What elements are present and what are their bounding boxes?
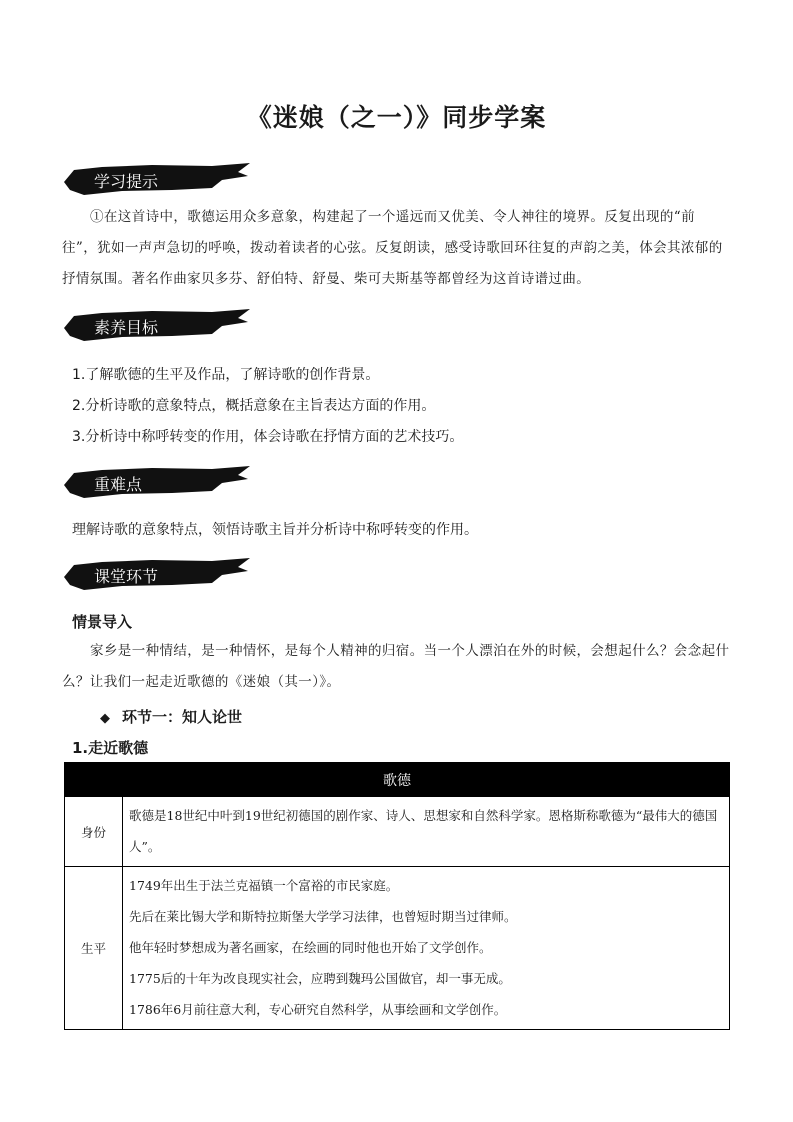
step-heading [100, 706, 242, 727]
row-content [123, 867, 730, 1030]
row-line: 1775后的十年为改良现实社会，应聘到魏玛公国做官，却一事无成。 [129, 971, 511, 986]
section-heading-label: 学习提示 [94, 172, 159, 191]
goal-item: 1.了解歌德的生平及作品，了解诗歌的创作背景。 [72, 367, 380, 383]
tips-paragraph: ①在这首诗中，歌德运用众多意象，构建起了一个遥远而又优美、令人神往的境界。反复出现的“前往”，犹如一声声急切的呼唤，拨动着读者的心弦。反复朗读，感受诗歌回环往复的声韵之美，体会其浓郁的抒情氛围。著名作曲家贝多芬、舒伯特、舒曼、柴可夫斯基等都曾经为这首诗谱过曲。 [62, 209, 723, 287]
section-heading-key-points [62, 463, 254, 501]
table-row [65, 867, 730, 1030]
section-heading-label: 重难点 [94, 475, 143, 494]
section-heading-tips [62, 160, 254, 198]
row-label: 身份 [65, 797, 123, 867]
row-line: 1786年6月前往意大利，专心研究自然科学，从事绘画和文学创作。 [129, 1002, 507, 1017]
section-heading-goals [62, 306, 254, 344]
page-title: 《迷娘（之一）》同步学案 [246, 103, 547, 132]
section-heading-class [62, 555, 254, 593]
diamond-bullet-icon: ◆ [100, 711, 110, 726]
intro-paragraph: 家乡是一种情结，是一种情怀，是每个人精神的归宿。当一个人漂泊在外的时候，会想起什么？会念起什么？让我们一起走近歌德的《迷娘（其一）》。 [62, 643, 730, 690]
row-line: 先后在莱比锡大学和斯特拉斯堡大学学习法律，也曾短时期当过律师。 [129, 909, 517, 924]
brush-stroke-icon [62, 463, 254, 501]
row-content [123, 797, 730, 867]
goethe-info-table [64, 762, 730, 1030]
key-points-text: 理解诗歌的意象特点，领悟诗歌主旨并分析诗中称呼转变的作用。 [72, 522, 478, 538]
table-header: 歌德 [65, 763, 730, 797]
section-heading-label: 素养目标 [94, 318, 159, 337]
row-line: 歌德是18世纪中叶到19世纪初德国的剧作家、诗人、思想家和自然科学家。恩格斯称歌德为“最伟大的德国人”。 [129, 808, 718, 854]
intro-title: 情景导入 [72, 613, 133, 631]
step-title: 环节一：知人论世 [122, 708, 243, 726]
subsection-title: 1.走近歌德 [72, 739, 149, 757]
section-heading-label: 课堂环节 [94, 567, 159, 586]
goal-item: 2.分析诗歌的意象特点，概括意象在主旨表达方面的作用。 [72, 398, 436, 414]
row-line: 他年轻时梦想成为著名画家，在绘画的同时他也开始了文学创作。 [129, 940, 492, 955]
row-line: 1749年出生于法兰克福镇一个富裕的市民家庭。 [129, 878, 399, 893]
row-label: 生平 [65, 867, 123, 1030]
goal-item: 3.分析诗中称呼转变的作用，体会诗歌在抒情方面的艺术技巧。 [72, 429, 464, 445]
table-row [65, 797, 730, 867]
